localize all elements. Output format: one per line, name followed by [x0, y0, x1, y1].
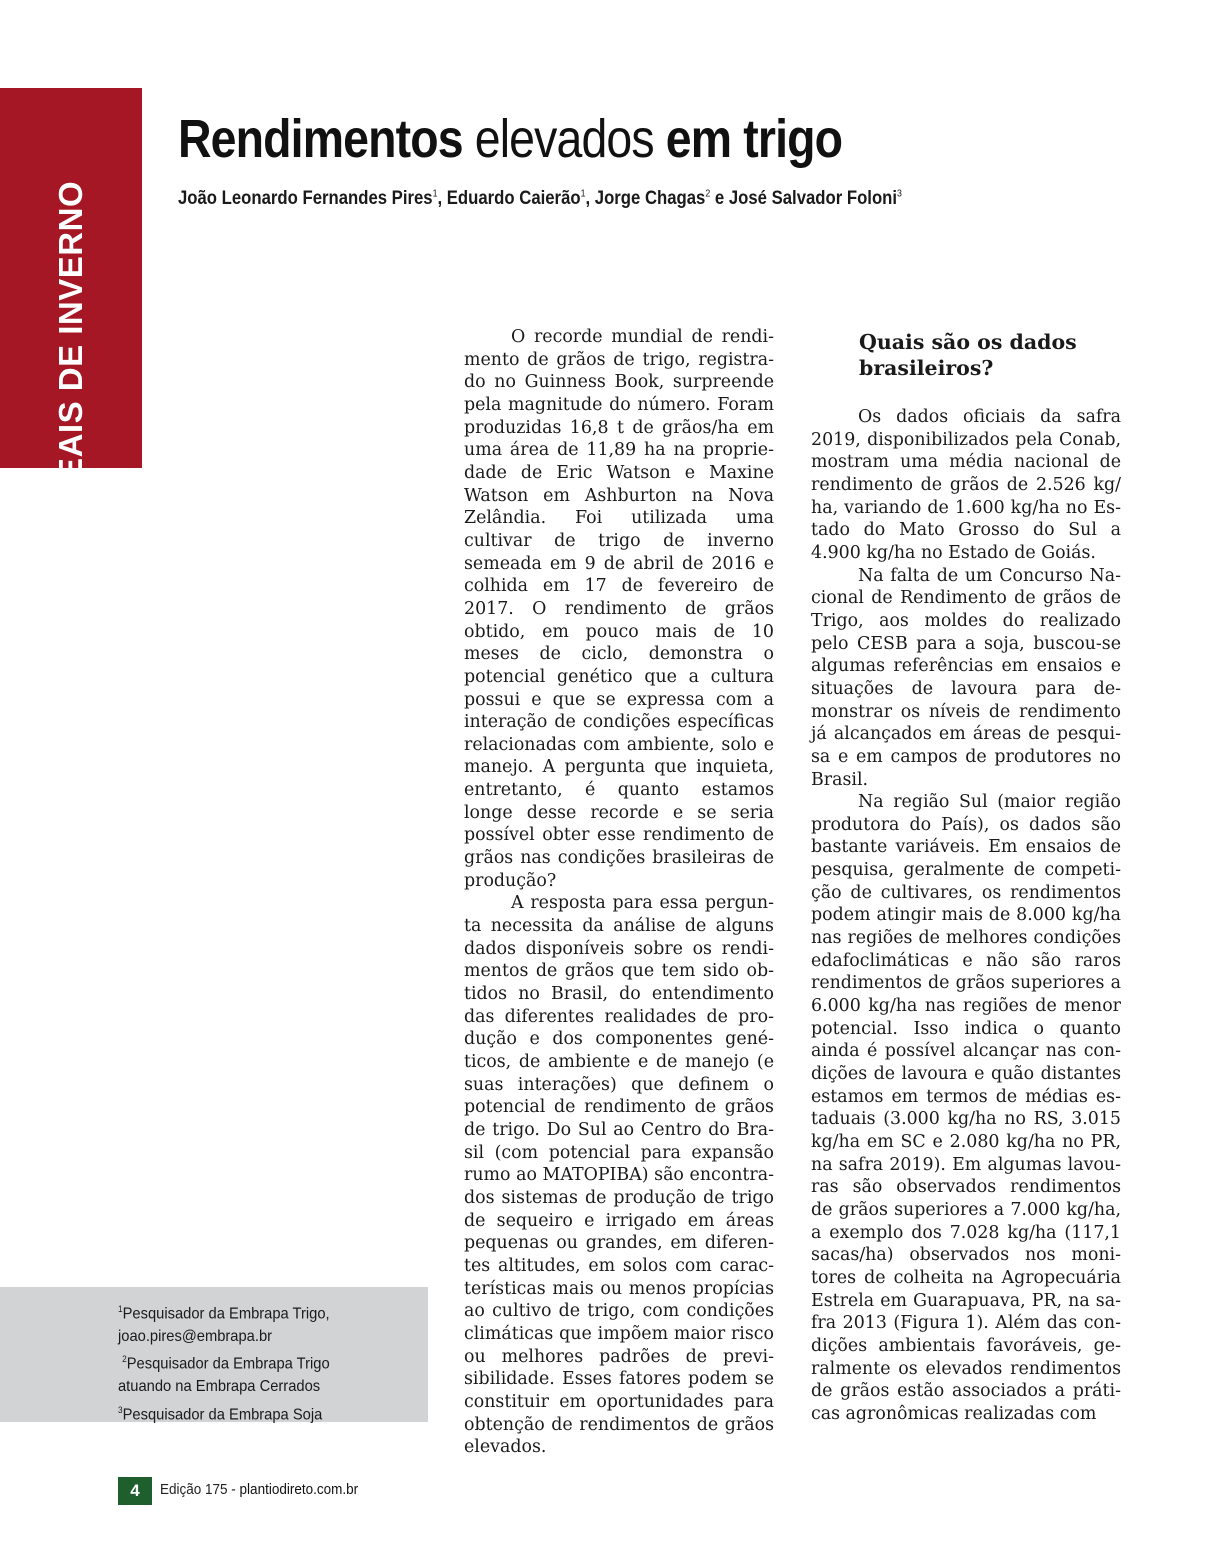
author-affiliation-marker: 3 — [897, 188, 902, 200]
body-column-2 — [811, 326, 1121, 1426]
section-label: CEREAIS DE INVERNO — [52, 180, 89, 552]
body-paragraph: A resposta para essa pergunta necessita da análise de alguns dados disponíveis sobre os rendimentos de grãos que tem sido obtidos no Brasil, do entendimento das diferentes realidades de produção e dos componentes genéticos, de ambiente e de manejo (e suas interações) que definem o potencial de rendimento de grãos de trigo. Do Sul ao Centro do Brasil (com potencial para expansão rumo ao MATOPIBA) são encontrados sistemas de produção de trigo de sequeiro e irrigado em áreas pequenas ou grandes, em diferentes altitudes, em solos com características mais ou menos propícias ao cultivo de trigo, com condições climáticas que impõem maior risco ou melhores padrões de previsibilidade. Esses fatores podem se constituir em oportunidades para obtenção de rendimentos de grãos elevados. — [464, 893, 774, 1458]
page-number-badge: 4 — [118, 1477, 152, 1505]
body-paragraph: Na falta de um Concurso Nacional de Rendimento de grãos de Trigo, aos moldes do realizado pelo CESB para a soja, buscou-se algumas referências em ensaios e situações de lavoura para demonstrar os níveis de rendimento já alcançados em áreas de pesquisa e em campos de produtores no Brasil. — [811, 565, 1121, 790]
title-part-2: elevados — [462, 109, 666, 169]
author-name: João Leonardo Fernandes Pires — [178, 188, 433, 209]
footnote-text: atuando na Embrapa Cerrados — [118, 1378, 321, 1396]
footnote-line — [118, 1376, 394, 1399]
author-separator: , — [585, 188, 595, 209]
body-column-1 — [464, 326, 774, 1459]
author-name: Eduardo Caierão — [446, 188, 581, 209]
title-part-1: Rendimentos — [178, 109, 463, 169]
body-paragraph: O recorde mundial de rendimento de grãos de trigo, registrado no Guinness Book, surpreende pela magnitude do número. Foram produzidas 16,8 t de grãos/ha em uma área de 11,89 ha na propriedade de Eric Watson e Maxine Watson em Ashburton na Nova Zelândia. Foi utilizada uma cultivar de trigo de inverno semeada em 9 de abril de 2016 e colhida em 17 de fevereiro de 2017. O rendimento de grãos obtido, em pouco mais de 10 meses de ciclo, demonstra o potencial genético que a cultura possui e que se expressa com a interação de condições específicas relacionadas com ambiente, solo e manejo. A pergunta que inquieta, entretanto, é quanto estamos longe desse recorde e se seria possível obter esse rendimento de grãos nas condições brasileiras de produção? — [464, 327, 774, 891]
section-subheading: Quais são os dados brasileiros? — [859, 330, 1077, 380]
footnote-email[interactable]: joao.pires@embrapa.br — [118, 1327, 273, 1345]
footnote-line — [118, 1326, 394, 1349]
site-link[interactable]: plantiodireto.com.br — [239, 1481, 359, 1498]
footnote-marker: 1 — [118, 1304, 123, 1314]
footnote-line — [118, 1298, 394, 1326]
edition-label: Edição 175 - — [160, 1481, 240, 1498]
footnote-line — [118, 1399, 394, 1427]
author-affiliation-marker: 2 — [705, 188, 711, 200]
footnote-line — [118, 1348, 394, 1376]
author-name: José Salvador Foloni — [728, 188, 898, 209]
body-paragraph: Na região Sul (maior região produtora do País), os dados são bastante variáveis. Em ensaios de pesquisa, geralmente de competição de cultivares, os rendimentos podem atingir mais de 8.000 kg/ha nas regiões de melhores condições edafoclimáticas e não são raros rendimentos de grãos superiores a 6.000 kg/ha nas regiões de menor potencial. Isso indica o quanto ainda é possível alcançar nas condições de lavoura e quão distantes estamos em termos de médias estaduais (3.000 kg/ha no RS, 3.015 kg/ha em SC e 2.080 kg/ha no PR, na safra 2019). Em algumas lavouras são observados rendimentos de grãos superiores a 7.000 kg/ha, a exemplo dos 7.028 kg/ha (117,1 sacas/ha) observados nos monitores de colheita na Agropecuária Estrela em Guarapuava, PR, na safra 2013 (Figura 1). Além das condições ambientais favoráveis, geralmente os elevados rendimentos de grãos estão associados a práticas agronômicas realizadas com — [811, 792, 1121, 1424]
footnote-text: Pesquisador da Embrapa Trigo, — [122, 1305, 330, 1323]
footer-edition — [160, 1481, 358, 1498]
footnote-text: Pesquisador da Embrapa Trigo — [126, 1355, 330, 1373]
footnote-text: Pesquisador da Embrapa Soja — [122, 1405, 323, 1423]
author-name: Jorge Chagas — [594, 188, 706, 209]
title-part-3: em trigo — [665, 109, 843, 169]
footnote-marker: 2 — [122, 1354, 127, 1365]
author-footnotes — [118, 1298, 418, 1426]
section-band — [0, 88, 142, 552]
article-title — [178, 104, 842, 174]
author-affiliation-marker: 1 — [580, 188, 586, 200]
author-separator: , — [437, 188, 447, 209]
footnote-marker: 3 — [118, 1404, 123, 1415]
author-list — [178, 188, 902, 210]
body-paragraph: Os dados oficiais da safra 2019, disponibilizados pela Conab, mostram uma média nacional de rendimento de grãos de 2.526 kg/​ha, variando de 1.600 kg/ha no Estado do Mato Grosso do Sul a 4.900 kg/ha no Estado de Goiás. — [811, 407, 1121, 563]
author-affiliation-marker: 1 — [432, 188, 438, 200]
author-separator: e — [710, 188, 729, 209]
